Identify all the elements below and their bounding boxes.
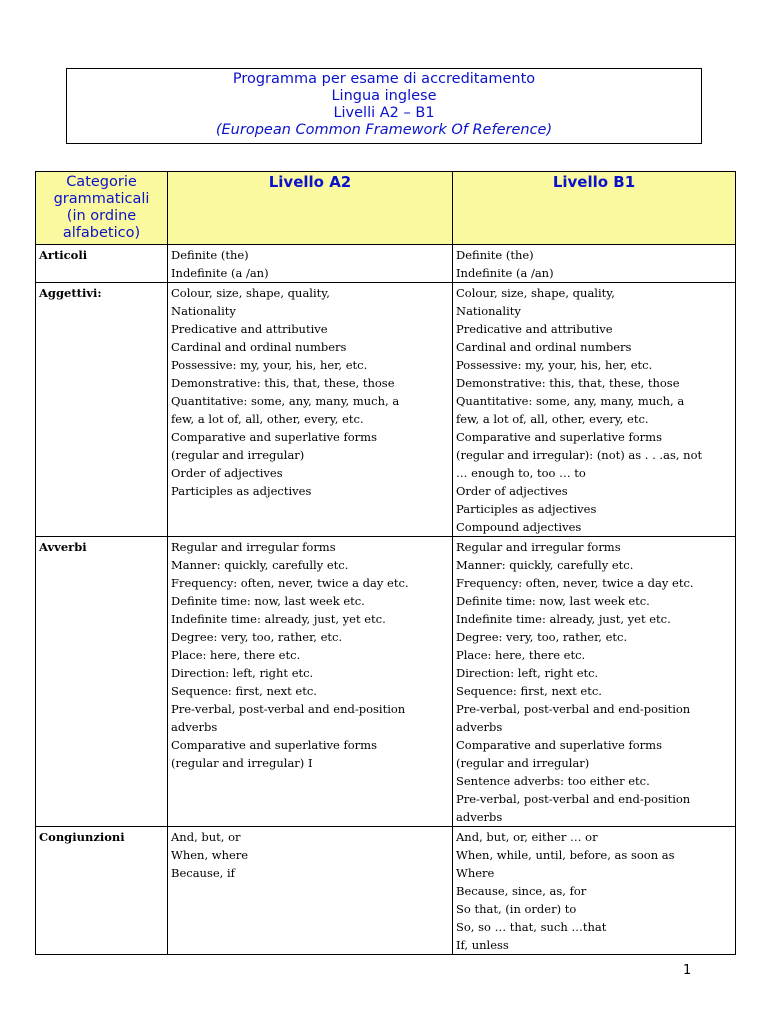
row-b1-cell xyxy=(453,827,736,955)
cell-line: Demonstrative: this, that, these, those xyxy=(456,376,680,390)
cell-line: Indefinite (a /an) xyxy=(456,266,554,280)
cell-line: Participles as adjectives xyxy=(171,484,312,498)
cell-line: Comparative and superlative forms xyxy=(171,430,377,444)
cell-line: Regular and irregular forms xyxy=(171,540,336,554)
cell-line: When, where xyxy=(171,848,249,862)
cell-line: Indefinite (a /an) xyxy=(171,266,269,280)
cell-line: Direction: left, right etc. xyxy=(171,666,314,680)
row-a2-cell xyxy=(168,827,453,955)
cell-line: Possessive: my, your, his, her, etc. xyxy=(171,358,368,372)
cell-line: Definite (the) xyxy=(171,248,249,262)
title-line-4: (European Common Framework Of Reference) xyxy=(215,122,553,138)
cell-line: Demonstrative: this, that, these, those xyxy=(171,376,395,390)
cell-line: Pre-verbal, post-verbal and end-position xyxy=(456,702,691,716)
cell-line: few, a lot of, all, other, every, etc. xyxy=(456,412,649,426)
header-livello-b1: Livello B1 xyxy=(453,172,736,245)
cell-line: Colour, size, shape, quality, xyxy=(171,286,330,300)
row-category: Aggettivi: xyxy=(36,283,168,537)
cell-line: Sentence adverbs: too either etc. xyxy=(456,774,650,788)
cell-line: (regular and irregular) I xyxy=(171,756,313,770)
cell-line: Direction: left, right etc. xyxy=(456,666,599,680)
cell-line: Degree: very, too, rather, etc. xyxy=(171,630,343,644)
cell-line: … enough to, too … to xyxy=(456,466,586,480)
cell-line: (regular and irregular) xyxy=(456,756,590,770)
table-row xyxy=(36,827,736,955)
cell-line: Quantitative: some, any, many, much, a xyxy=(456,394,685,408)
cell-line: Because, since, as, for xyxy=(456,884,587,898)
cell-line: Where xyxy=(456,866,495,880)
page-number: 1 xyxy=(683,963,692,978)
title-line-1: Programma per esame di accreditamento xyxy=(232,71,536,87)
cell-line: Participles as adjectives xyxy=(456,502,597,516)
cell-line: Pre-verbal, post-verbal and end-position xyxy=(456,792,691,806)
cell-line: Nationality xyxy=(456,304,521,318)
cell-line: Predicative and attributive xyxy=(456,322,613,336)
cell-line: Possessive: my, your, his, her, etc. xyxy=(456,358,653,372)
cell-line: adverbs xyxy=(171,720,218,734)
cell-line: Regular and irregular forms xyxy=(456,540,621,554)
cell-line: Indefinite time: already, just, yet etc. xyxy=(456,612,671,626)
cell-line: If, unless xyxy=(456,938,509,952)
cell-line: Manner: quickly, carefully etc. xyxy=(456,558,634,572)
cell-line: few, a lot of, all, other, every, etc. xyxy=(171,412,364,426)
cell-line: Order of adjectives xyxy=(171,466,283,480)
table-row xyxy=(36,283,736,537)
title-line-2: Lingua inglese xyxy=(331,88,437,104)
cell-line: adverbs xyxy=(456,720,503,734)
cell-line: Sequence: first, next etc. xyxy=(171,684,317,698)
cell-line: (regular and irregular) xyxy=(171,448,305,462)
cell-line: (regular and irregular): (not) as . . .as, not xyxy=(456,448,703,462)
row-a2-cell xyxy=(168,245,453,283)
table-header-row xyxy=(36,172,736,245)
table-row xyxy=(36,245,736,283)
cell-line: When, while, until, before, as soon as xyxy=(456,848,675,862)
cell-line: So that, (in order) to xyxy=(456,902,577,916)
cell-line: Colour, size, shape, quality, xyxy=(456,286,615,300)
cell-line: Degree: very, too, rather, etc. xyxy=(456,630,628,644)
header-category: Categorie grammaticali (in ordine alfabetico) xyxy=(36,172,168,245)
cell-line: Definite (the) xyxy=(456,248,534,262)
table-row xyxy=(36,537,736,827)
cell-line: Place: here, there etc. xyxy=(456,648,586,662)
grammar-table xyxy=(35,171,736,955)
cell-line: Nationality xyxy=(171,304,236,318)
row-b1-cell xyxy=(453,245,736,283)
row-category: Congiunzioni xyxy=(36,827,168,955)
cell-line: Frequency: often, never, twice a day etc. xyxy=(171,576,409,590)
row-category: Articoli xyxy=(36,245,168,283)
table-body xyxy=(36,245,736,955)
cell-line: And, but, or xyxy=(171,830,241,844)
cell-line: Comparative and superlative forms xyxy=(456,430,662,444)
cell-line: Place: here, there etc. xyxy=(171,648,301,662)
cell-line: Because, if xyxy=(171,866,235,880)
cell-line: Definite time: now, last week etc. xyxy=(171,594,365,608)
cell-line: Compound adjectives xyxy=(456,520,582,534)
row-b1-cell xyxy=(453,283,736,537)
cell-line: And, but, or, either … or xyxy=(456,830,598,844)
cell-line: Definite time: now, last week etc. xyxy=(456,594,650,608)
cell-line: Cardinal and ordinal numbers xyxy=(171,340,347,354)
cell-line: Manner: quickly, carefully etc. xyxy=(171,558,349,572)
cell-line: Comparative and superlative forms xyxy=(171,738,377,752)
cell-line: So, so … that, such …that xyxy=(456,920,607,934)
row-a2-cell xyxy=(168,537,453,827)
document-title-box xyxy=(66,68,702,144)
title-line-3: Livelli A2 – B1 xyxy=(333,105,435,121)
cell-line: Cardinal and ordinal numbers xyxy=(456,340,632,354)
cell-line: Predicative and attributive xyxy=(171,322,328,336)
row-a2-cell xyxy=(168,283,453,537)
cell-line: Frequency: often, never, twice a day etc. xyxy=(456,576,694,590)
row-category: Avverbi xyxy=(36,537,168,827)
cell-line: Quantitative: some, any, many, much, a xyxy=(171,394,400,408)
cell-line: Sequence: first, next etc. xyxy=(456,684,602,698)
header-livello-a2: Livello A2 xyxy=(168,172,453,245)
cell-line: Order of adjectives xyxy=(456,484,568,498)
cell-line: Pre-verbal, post-verbal and end-position xyxy=(171,702,406,716)
cell-line: Indefinite time: already, just, yet etc. xyxy=(171,612,386,626)
row-b1-cell xyxy=(453,537,736,827)
cell-line: adverbs xyxy=(456,810,503,824)
cell-line: Comparative and superlative forms xyxy=(456,738,662,752)
